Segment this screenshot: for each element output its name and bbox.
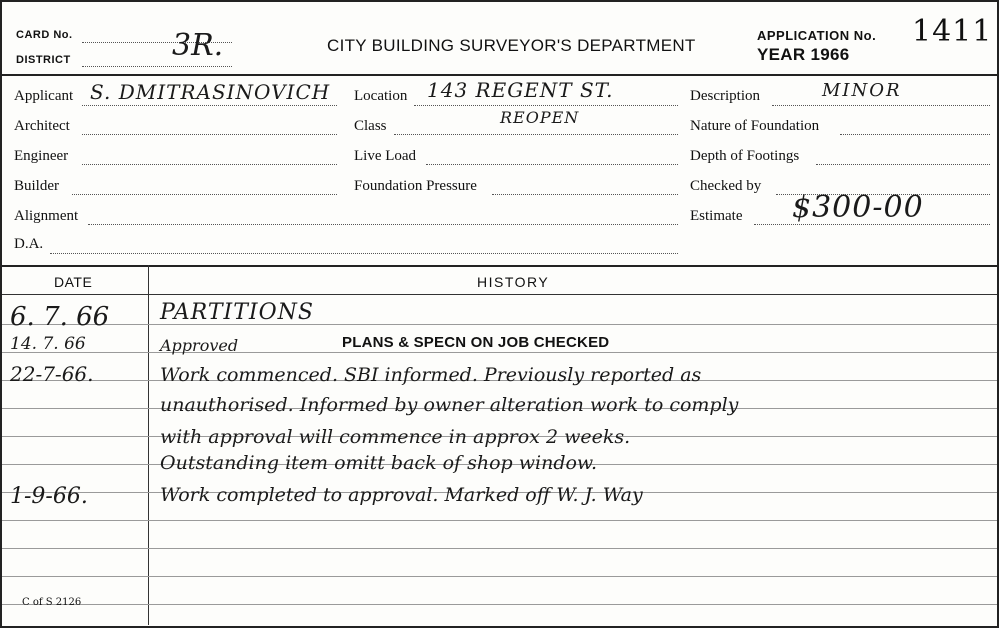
depth-of-footings-line [816,164,990,165]
entry-text: Work commenced. SBI informed. Previously reported as [160,364,702,386]
da-label: D.A. [14,236,44,252]
applicant-label: Applicant [14,88,74,104]
application-number: 1411 [912,14,993,49]
header-rule [2,74,997,76]
entry-text: PARTITIONS [160,300,314,325]
entry-date: 6. 7. 66 [10,302,110,332]
form-code: C of S 2126 [22,597,82,608]
year-label: YEAR 1966 [757,45,850,64]
entry-text: with approval will commence in approx 2 weeks. [160,426,631,448]
ruled-line [2,352,997,353]
district-label: DISTRICT [16,54,71,66]
live-load-label: Live Load [354,148,417,164]
checked-by-label: Checked by [690,178,762,194]
nature-of-foundation-line [840,134,990,135]
ruled-line [2,576,997,577]
location-line [414,105,678,106]
history-top-rule [2,265,997,267]
engineer-label: Engineer [14,148,69,164]
alignment-line [88,224,678,225]
live-load-line [426,164,678,165]
architect-line [82,134,337,135]
builder-label: Builder [14,178,59,194]
class-line [394,134,678,135]
date-column-divider [148,265,149,625]
alignment-label: Alignment [14,208,79,224]
ruled-line [2,548,997,549]
architect-label: Architect [14,118,70,134]
location-label: Location [354,88,408,104]
entry-text: Approved [160,336,239,355]
district-value: 3R. [172,28,224,63]
application-label: APPLICATION No. [757,28,877,43]
class-label: Class [354,118,387,134]
description-label: Description [690,88,760,104]
entry-text: Work completed to approval. Marked off W. J. Way [160,484,643,506]
applicant-line [82,105,337,106]
entry-text: unauthorised. Informed by owner alteration work to comply [160,394,739,416]
ruled-line [2,520,997,521]
entry-date: 22-7-66. [10,362,94,386]
class-value: REOPEN [500,108,580,127]
entry-date: 14. 7. 66 [10,334,86,354]
history-header: HISTORY [477,274,550,290]
foundation-pressure-label: Foundation Pressure [354,178,477,194]
plans-checked-stamp: PLANS & SPECN ON JOB CHECKED [342,334,610,351]
foundation-pressure-line [492,194,678,195]
department-title: CITY BUILDING SURVEYOR'S DEPARTMENT [327,36,696,55]
ruled-line [2,604,997,605]
builder-line [72,194,337,195]
da-line [50,253,678,254]
ruled-line [2,324,997,325]
estimate-value: $300-00 [792,190,924,225]
nature-of-foundation-label: Nature of Foundation [690,118,820,134]
location-value: 143 REGENT ST. [427,78,614,102]
history-header-rule [2,294,997,295]
estimate-label: Estimate [690,208,743,224]
depth-of-footings-label: Depth of Footings [690,148,800,164]
engineer-line [82,164,337,165]
entry-date: 1-9-66. [10,484,88,509]
entry-text: Outstanding item omitt back of shop window. [160,452,597,474]
district-line [82,66,232,67]
applicant-value: S. DMITRASINOVICH [90,80,331,104]
description-value: MINOR [822,80,902,101]
card-no-label: CARD No. [16,29,73,41]
date-header: DATE [54,274,93,290]
description-line [772,105,990,106]
